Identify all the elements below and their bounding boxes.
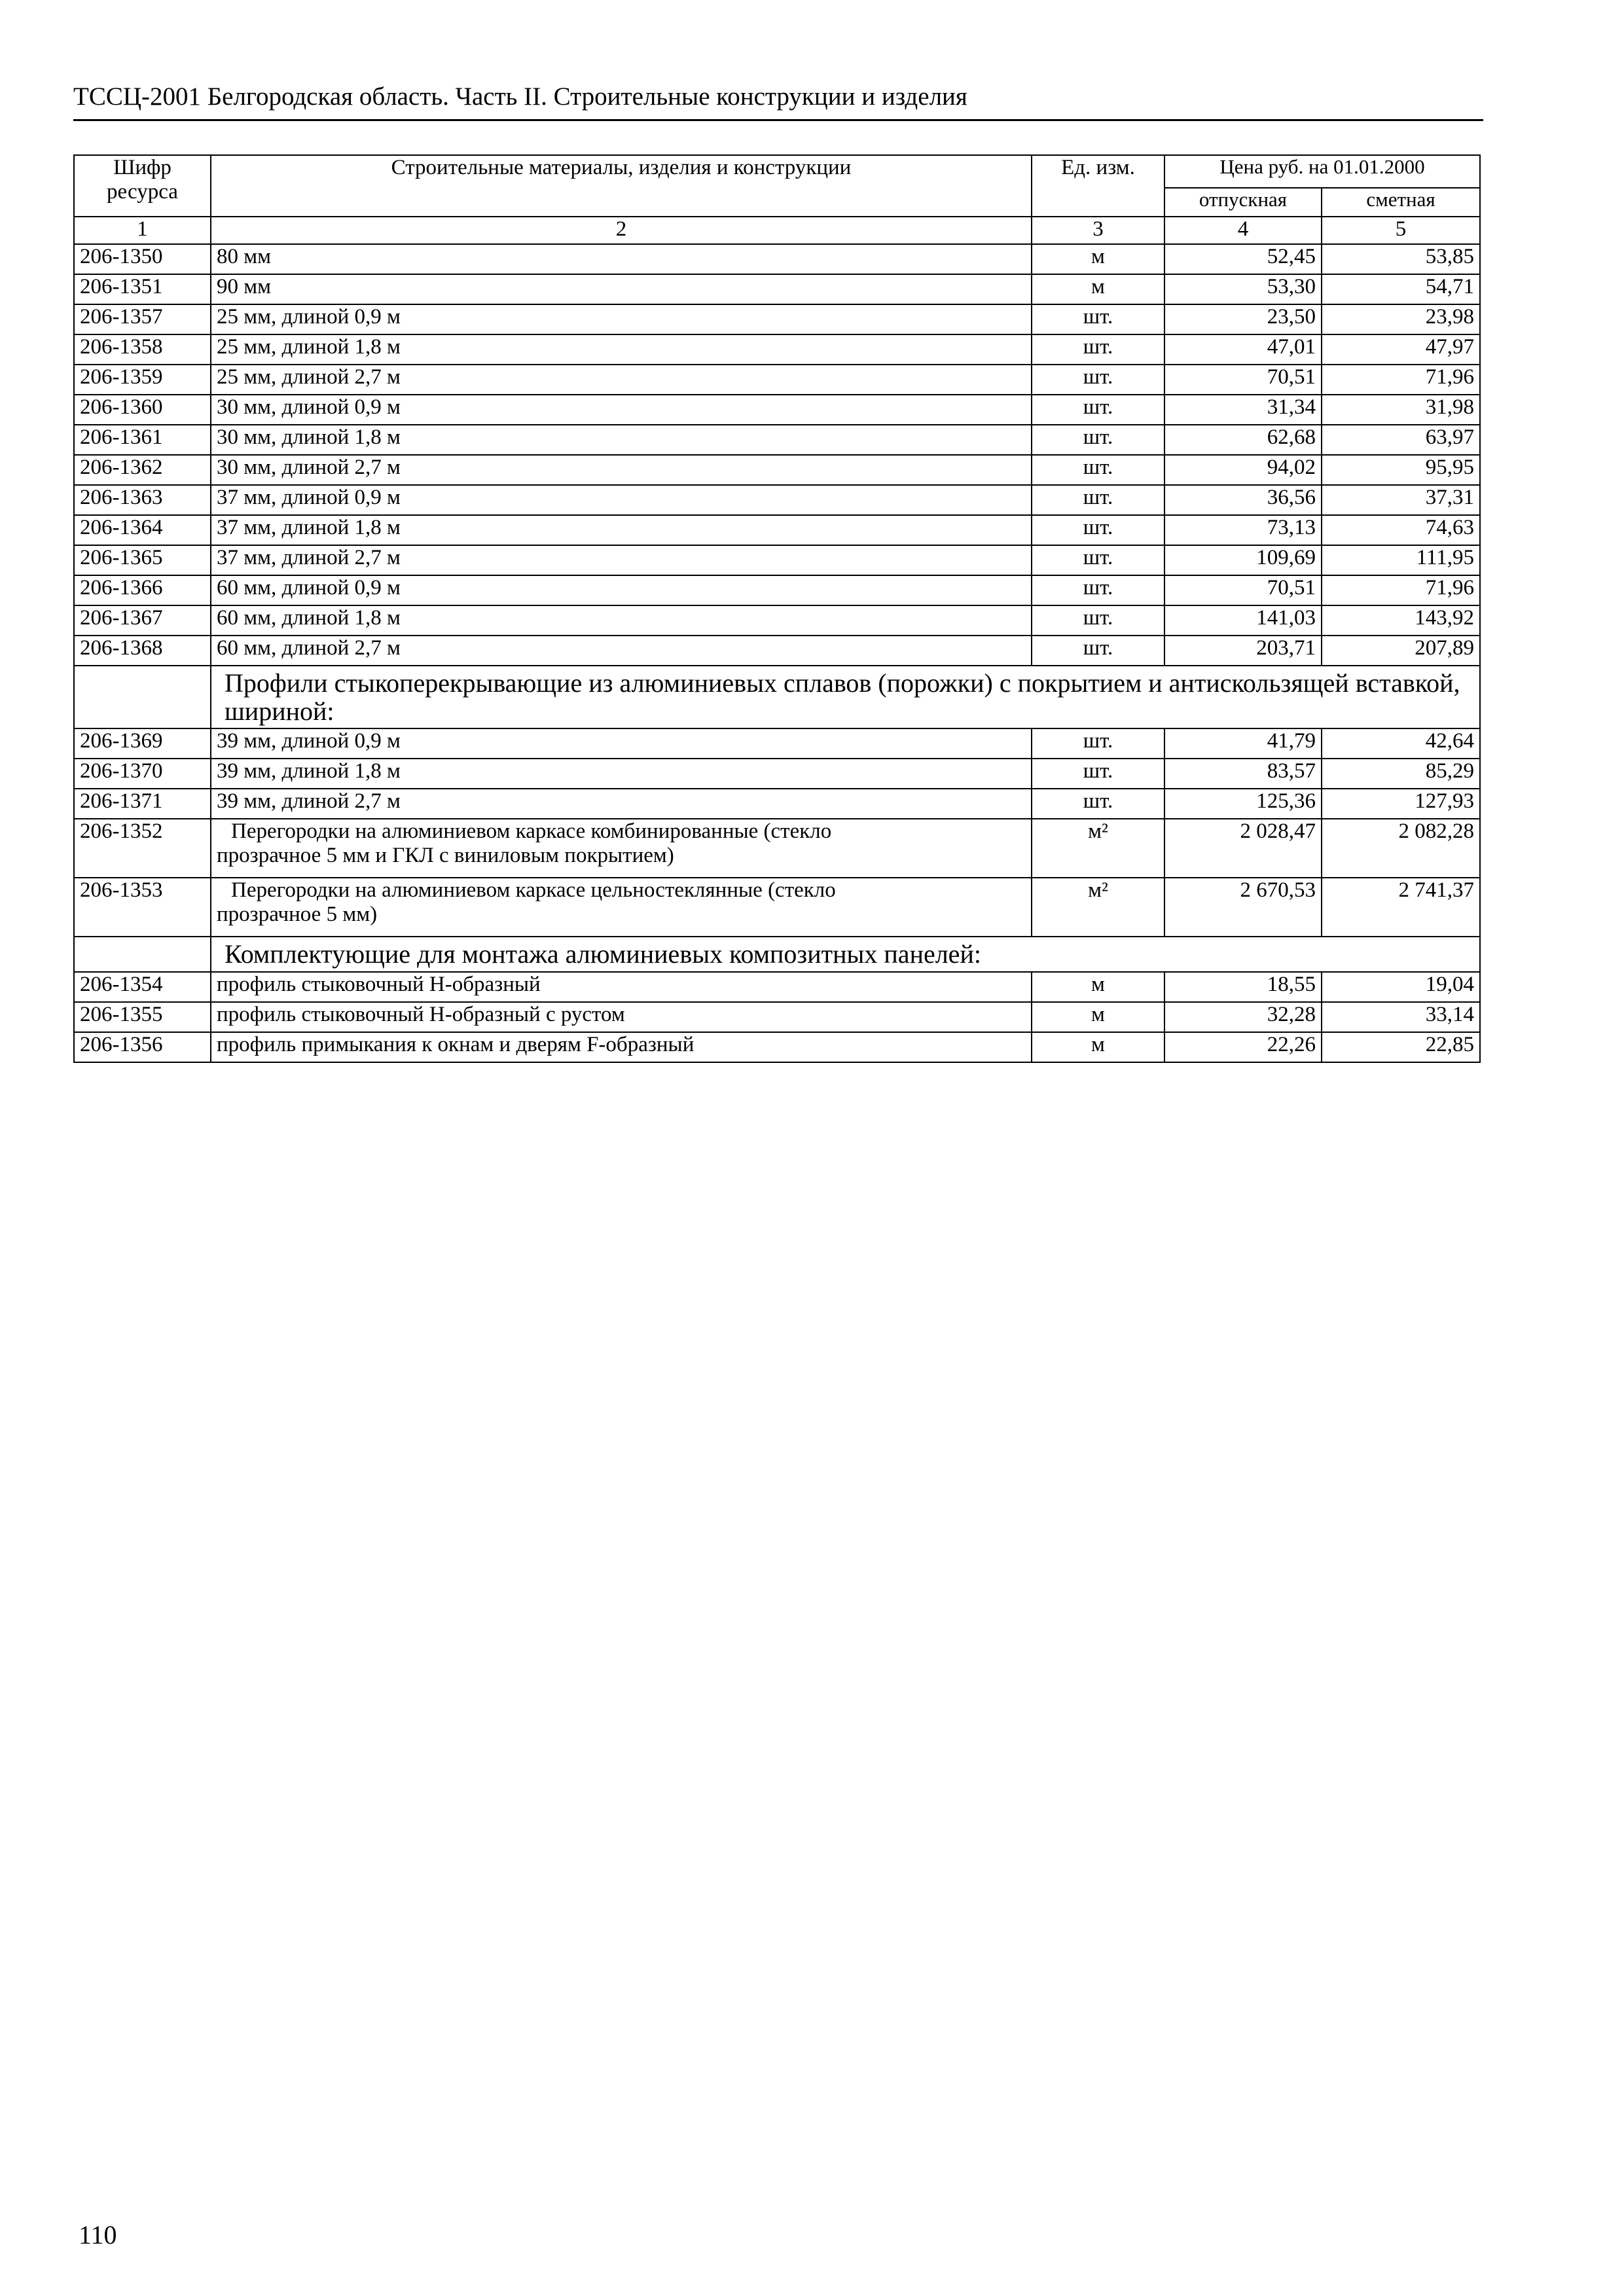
column-number: 5	[1322, 217, 1480, 244]
resource-code: 206-1371	[74, 789, 211, 819]
header-code: Шифр ресурса	[74, 155, 211, 217]
table-row	[74, 636, 1480, 666]
unit-of-measure: м²	[1032, 878, 1164, 937]
item-name: 80 мм	[211, 244, 1032, 274]
resource-code: 206-1359	[74, 365, 211, 395]
table-body-1	[74, 244, 1480, 666]
unit-of-measure: шт.	[1032, 455, 1164, 485]
resource-code: 206-1370	[74, 759, 211, 789]
item-name	[211, 819, 1032, 878]
resource-code: 206-1364	[74, 515, 211, 545]
estimate-price: 85,29	[1322, 759, 1480, 789]
header-name: Строительные материалы, изделия и конструкции	[211, 155, 1032, 217]
table-row	[74, 274, 1480, 304]
release-price: 36,56	[1164, 485, 1322, 515]
estimate-price: 42,64	[1322, 728, 1480, 759]
table-row	[74, 545, 1480, 575]
unit-of-measure: шт.	[1032, 636, 1164, 666]
resource-code: 206-1363	[74, 485, 211, 515]
unit-of-measure: шт.	[1032, 304, 1164, 334]
release-price: 32,28	[1164, 1002, 1322, 1032]
item-name-line: прозрачное 5 мм и ГКЛ с виниловым покрытием)	[217, 844, 674, 868]
estimate-price: 47,97	[1322, 334, 1480, 365]
table-row	[74, 365, 1480, 395]
unit-of-measure: м	[1032, 1032, 1164, 1062]
item-name: профиль примыкания к окнам и дверям F-образный	[211, 1032, 1032, 1062]
header-price-group: Цена руб. на 01.01.2000	[1164, 155, 1480, 188]
estimate-price: 2 082,28	[1322, 819, 1480, 878]
item-name-line: Перегородки на алюминиевом каркасе комбинированные (стекло	[231, 819, 832, 844]
unit-of-measure: шт.	[1032, 515, 1164, 545]
header-row-1	[74, 155, 1480, 188]
table-row	[74, 334, 1480, 365]
page-number: 110	[79, 2220, 117, 2250]
estimate-price: 19,04	[1322, 972, 1480, 1002]
table-row	[74, 395, 1480, 425]
item-name: 37 мм, длиной 0,9 м	[211, 485, 1032, 515]
estimate-price: 127,93	[1322, 789, 1480, 819]
release-price: 203,71	[1164, 636, 1322, 666]
item-name: 30 мм, длиной 0,9 м	[211, 395, 1032, 425]
estimate-price: 31,98	[1322, 395, 1480, 425]
section-row	[74, 666, 1480, 728]
resource-code: 206-1355	[74, 1002, 211, 1032]
resource-code: 206-1358	[74, 334, 211, 365]
table-row	[74, 1032, 1480, 1062]
item-name: 39 мм, длиной 1,8 м	[211, 759, 1032, 789]
estimate-price: 22,85	[1322, 1032, 1480, 1062]
resource-code: 206-1369	[74, 728, 211, 759]
table-body-3	[74, 972, 1480, 1062]
table-row	[74, 878, 1480, 937]
estimate-price: 53,85	[1322, 244, 1480, 274]
table-row	[74, 728, 1480, 759]
estimate-price: 33,14	[1322, 1002, 1480, 1032]
release-price: 62,68	[1164, 425, 1322, 455]
page-header-title: ТССЦ-2001 Белгородская область. Часть II. Строительные конструкции и изделия	[73, 82, 967, 111]
estimate-price: 54,71	[1322, 274, 1480, 304]
release-price: 94,02	[1164, 455, 1322, 485]
release-price: 41,79	[1164, 728, 1322, 759]
unit-of-measure: м²	[1032, 819, 1164, 878]
release-price: 73,13	[1164, 515, 1322, 545]
column-number-row	[74, 217, 1480, 244]
release-price: 2 670,53	[1164, 878, 1322, 937]
unit-of-measure: м	[1032, 274, 1164, 304]
unit-of-measure: шт.	[1032, 545, 1164, 575]
resource-code: 206-1361	[74, 425, 211, 455]
item-name: 39 мм, длиной 0,9 м	[211, 728, 1032, 759]
estimate-price: 2 741,37	[1322, 878, 1480, 937]
release-price: 23,50	[1164, 304, 1322, 334]
resource-code: 206-1352	[74, 819, 211, 878]
estimate-price: 63,97	[1322, 425, 1480, 455]
section-code-cell	[74, 937, 211, 971]
section-heading: Профили стыкоперекрывающие из алюминиевых сплавов (порожки) с покрытием и антискользящей вставкой, шириной:	[211, 666, 1480, 728]
section-heading: Комплектующие для монтажа алюминиевых композитных панелей:	[211, 937, 1480, 971]
item-name: 25 мм, длиной 1,8 м	[211, 334, 1032, 365]
release-price: 52,45	[1164, 244, 1322, 274]
item-name: 60 мм, длиной 2,7 м	[211, 636, 1032, 666]
estimate-price: 207,89	[1322, 636, 1480, 666]
item-name: 25 мм, длиной 0,9 м	[211, 304, 1032, 334]
resource-code: 206-1362	[74, 455, 211, 485]
table-row	[74, 244, 1480, 274]
price-table	[73, 154, 1481, 1063]
item-name: 25 мм, длиной 2,7 м	[211, 365, 1032, 395]
item-name-line: Перегородки на алюминиевом каркасе цельностеклянные (стекло	[231, 878, 836, 903]
estimate-price: 143,92	[1322, 605, 1480, 636]
table-row	[74, 304, 1480, 334]
table-row	[74, 972, 1480, 1002]
release-price: 83,57	[1164, 759, 1322, 789]
table-row	[74, 485, 1480, 515]
item-name: профиль стыковочный Н-образный	[211, 972, 1032, 1002]
item-name: 60 мм, длиной 0,9 м	[211, 575, 1032, 605]
item-name: профиль стыковочный Н-образный с рустом	[211, 1002, 1032, 1032]
item-name-line: прозрачное 5 мм)	[217, 903, 378, 927]
release-price: 53,30	[1164, 274, 1322, 304]
estimate-price: 71,96	[1322, 575, 1480, 605]
item-name: 39 мм, длиной 2,7 м	[211, 789, 1032, 819]
unit-of-measure: м	[1032, 972, 1164, 1002]
header-divider	[73, 119, 1483, 121]
item-name: 60 мм, длиной 1,8 м	[211, 605, 1032, 636]
unit-of-measure: м	[1032, 1002, 1164, 1032]
unit-of-measure: шт.	[1032, 759, 1164, 789]
column-number: 4	[1164, 217, 1322, 244]
resource-code: 206-1353	[74, 878, 211, 937]
estimate-price: 71,96	[1322, 365, 1480, 395]
resource-code: 206-1356	[74, 1032, 211, 1062]
release-price: 70,51	[1164, 575, 1322, 605]
table-row	[74, 425, 1480, 455]
release-price: 141,03	[1164, 605, 1322, 636]
item-name: 37 мм, длиной 2,7 м	[211, 545, 1032, 575]
estimate-price: 74,63	[1322, 515, 1480, 545]
item-name: 90 мм	[211, 274, 1032, 304]
item-name: 30 мм, длиной 2,7 м	[211, 455, 1032, 485]
unit-of-measure: шт.	[1032, 575, 1164, 605]
header-price-release: отпускная	[1164, 188, 1322, 217]
column-number: 3	[1032, 217, 1164, 244]
table-row	[74, 759, 1480, 789]
release-price: 22,26	[1164, 1032, 1322, 1062]
resource-code: 206-1365	[74, 545, 211, 575]
header-unit: Ед. изм.	[1032, 155, 1164, 217]
unit-of-measure: шт.	[1032, 728, 1164, 759]
resource-code: 206-1367	[74, 605, 211, 636]
unit-of-measure: шт.	[1032, 395, 1164, 425]
table-row	[74, 575, 1480, 605]
item-name	[211, 878, 1032, 937]
unit-of-measure: шт.	[1032, 605, 1164, 636]
table-body-2	[74, 728, 1480, 937]
release-price: 70,51	[1164, 365, 1322, 395]
table-row	[74, 789, 1480, 819]
unit-of-measure: шт.	[1032, 365, 1164, 395]
release-price: 2 028,47	[1164, 819, 1322, 878]
resource-code: 206-1368	[74, 636, 211, 666]
resource-code: 206-1366	[74, 575, 211, 605]
unit-of-measure: м	[1032, 244, 1164, 274]
unit-of-measure: шт.	[1032, 789, 1164, 819]
estimate-price: 23,98	[1322, 304, 1480, 334]
unit-of-measure: шт.	[1032, 425, 1164, 455]
release-price: 18,55	[1164, 972, 1322, 1002]
estimate-price: 95,95	[1322, 455, 1480, 485]
table-row	[74, 819, 1480, 878]
release-price: 125,36	[1164, 789, 1322, 819]
release-price: 47,01	[1164, 334, 1322, 365]
table-row	[74, 455, 1480, 485]
unit-of-measure: шт.	[1032, 485, 1164, 515]
release-price: 31,34	[1164, 395, 1322, 425]
estimate-price: 111,95	[1322, 545, 1480, 575]
table-row	[74, 605, 1480, 636]
resource-code: 206-1357	[74, 304, 211, 334]
resource-code: 206-1350	[74, 244, 211, 274]
release-price: 109,69	[1164, 545, 1322, 575]
table-row	[74, 1002, 1480, 1032]
resource-code: 206-1360	[74, 395, 211, 425]
resource-code: 206-1351	[74, 274, 211, 304]
section-code-cell	[74, 666, 211, 728]
section-row	[74, 937, 1480, 971]
resource-code: 206-1354	[74, 972, 211, 1002]
item-name: 30 мм, длиной 1,8 м	[211, 425, 1032, 455]
header-price-estimate: сметная	[1322, 188, 1480, 217]
estimate-price: 37,31	[1322, 485, 1480, 515]
column-number: 1	[74, 217, 211, 244]
unit-of-measure: шт.	[1032, 334, 1164, 365]
column-number: 2	[211, 217, 1032, 244]
item-name: 37 мм, длиной 1,8 м	[211, 515, 1032, 545]
table-row	[74, 515, 1480, 545]
